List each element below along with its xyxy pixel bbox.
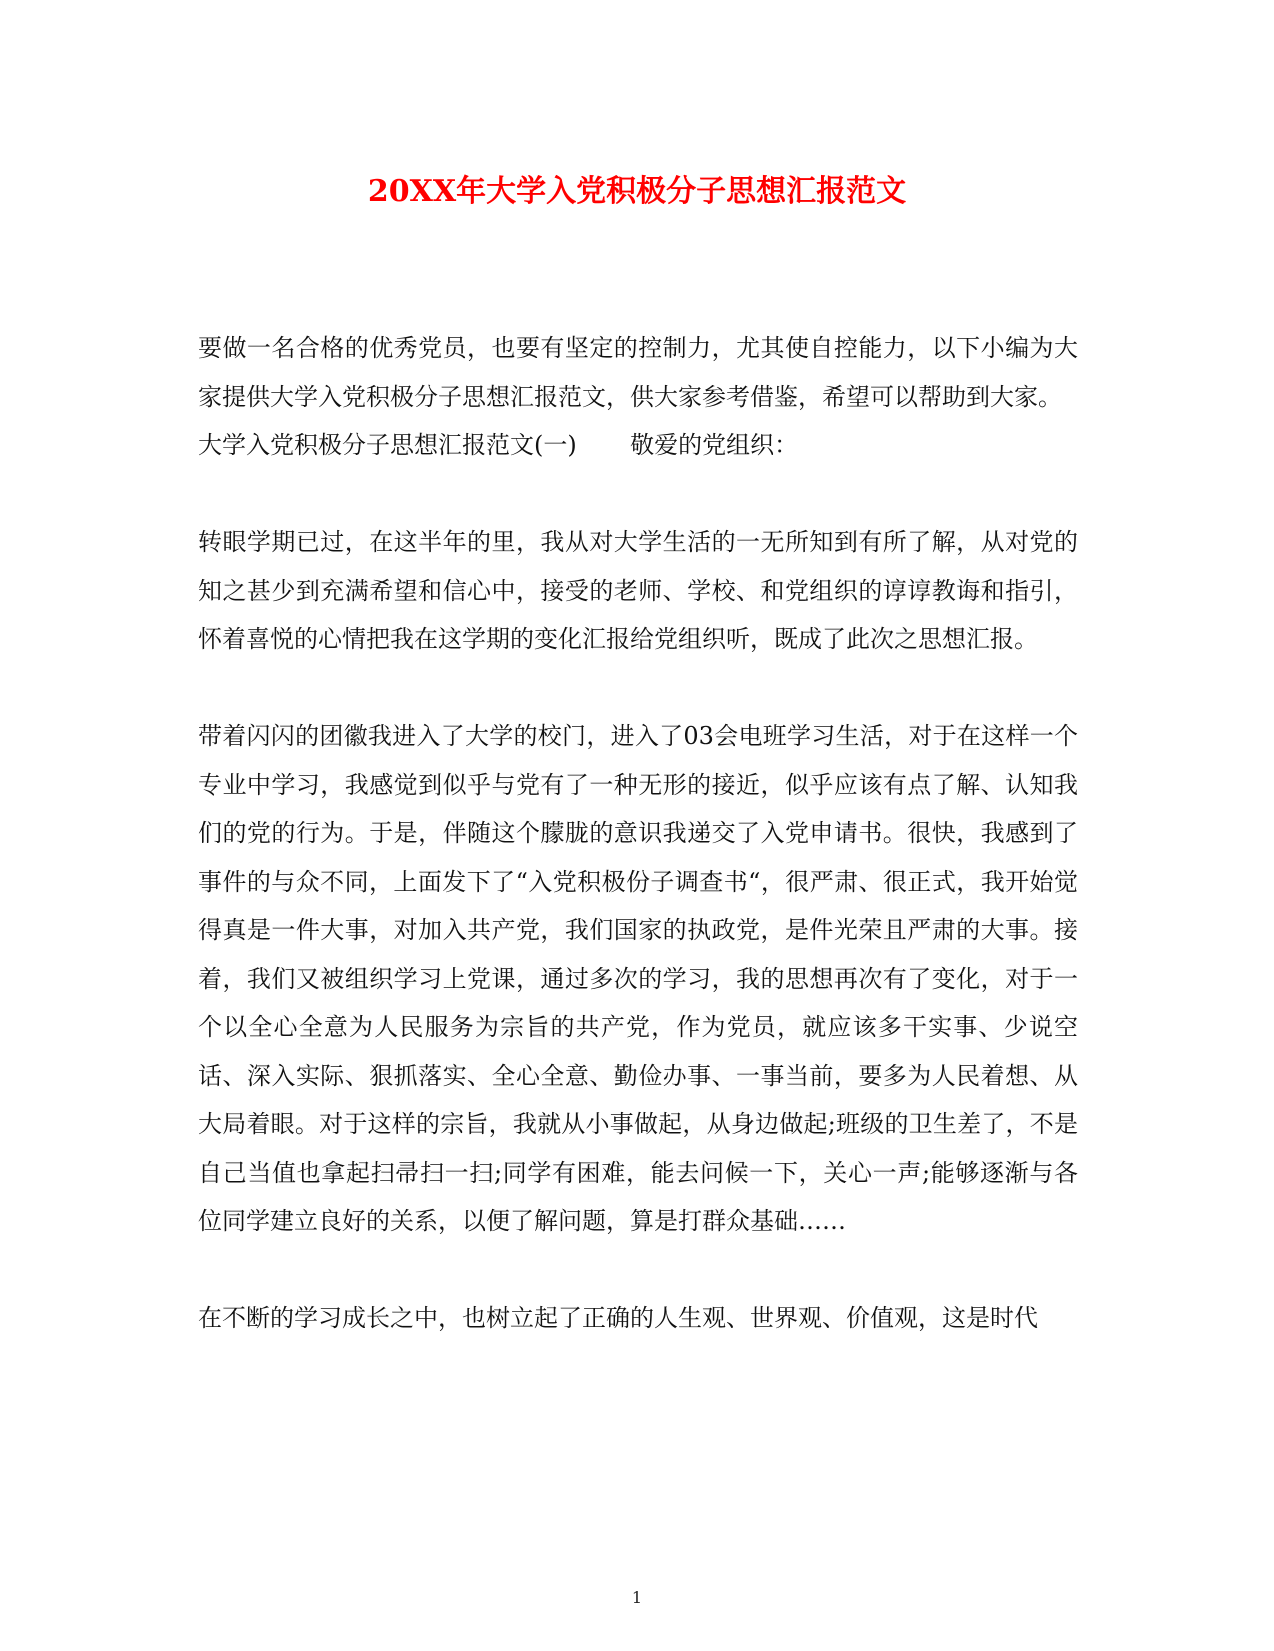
section-heading-line [198, 421, 1078, 470]
document-body [198, 324, 1078, 1343]
body-paragraph-2: 带着闪闪的团徽我进入了大学的校门，进入了03会电班学习生活，对于在这样一个专业中学习，我感觉到似乎与党有了一种无形的接近，似乎应该有点了解、认知我们的党的行为。于是，伴随这个朦胧的意识我递交了入党申请书。很快，我感到了事件的与众不同，上面发下了“入党积极份子调查书“，很严肃、很正式，我开始觉得真是一件大事，对加入共产党，我们国家的执政党，是件光荣且严肃的大事。接着，我们又被组织学习上党课，通过多次的学习，我的思想再次有了变化，对于一个以全心全意为人民服务为宗旨的共产党，作为党员，就应该多干实事、少说空话、深入实际、狠抓落实、全心全意、勤俭办事、一事当前，要多为人民着想、从大局着眼。对于这样的宗旨，我就从小事做起，从身边做起;班级的卫生差了，不是自己当值也拿起扫帚扫一扫;同学有困难，能去问候一下，关心一声;能够逐渐与各位同学建立良好的关系，以便了解问题，算是打群众基础…… [198, 722, 1078, 1235]
body-paragraph-1: 转眼学期已过，在这半年的里，我从对大学生活的一无所知到有所了解，从对党的知之甚少到充满希望和信心中，接受的老师、学校、和党组织的谆谆教诲和指引，怀着喜悦的心情把我在这学期的变化汇报给党组织听，既成了此次之思想汇报。 [198, 528, 1078, 653]
section-heading: 大学入党积极分子思想汇报范文(一) [198, 431, 577, 459]
intro-paragraph: 要做一名合格的优秀党员，也要有坚定的控制力，尤其使自控能力，以下小编为大家提供大学入党积极分子思想汇报范文，供大家参考借鉴，希望可以帮助到大家。 [198, 334, 1078, 411]
page-number: 1 [631, 1588, 643, 1607]
body-paragraph-3: 在不断的学习成长之中，也树立起了正确的人生观、世界观、价值观，这是时代 [198, 1304, 1038, 1332]
paragraph-spacer [198, 470, 1078, 519]
salutation: 敬爱的党组织： [630, 431, 799, 459]
paragraph-spacer [198, 664, 1078, 713]
paragraph-spacer [198, 1246, 1078, 1295]
document-title: 20XX年大学入党积极分子思想汇报范文 [367, 174, 907, 209]
